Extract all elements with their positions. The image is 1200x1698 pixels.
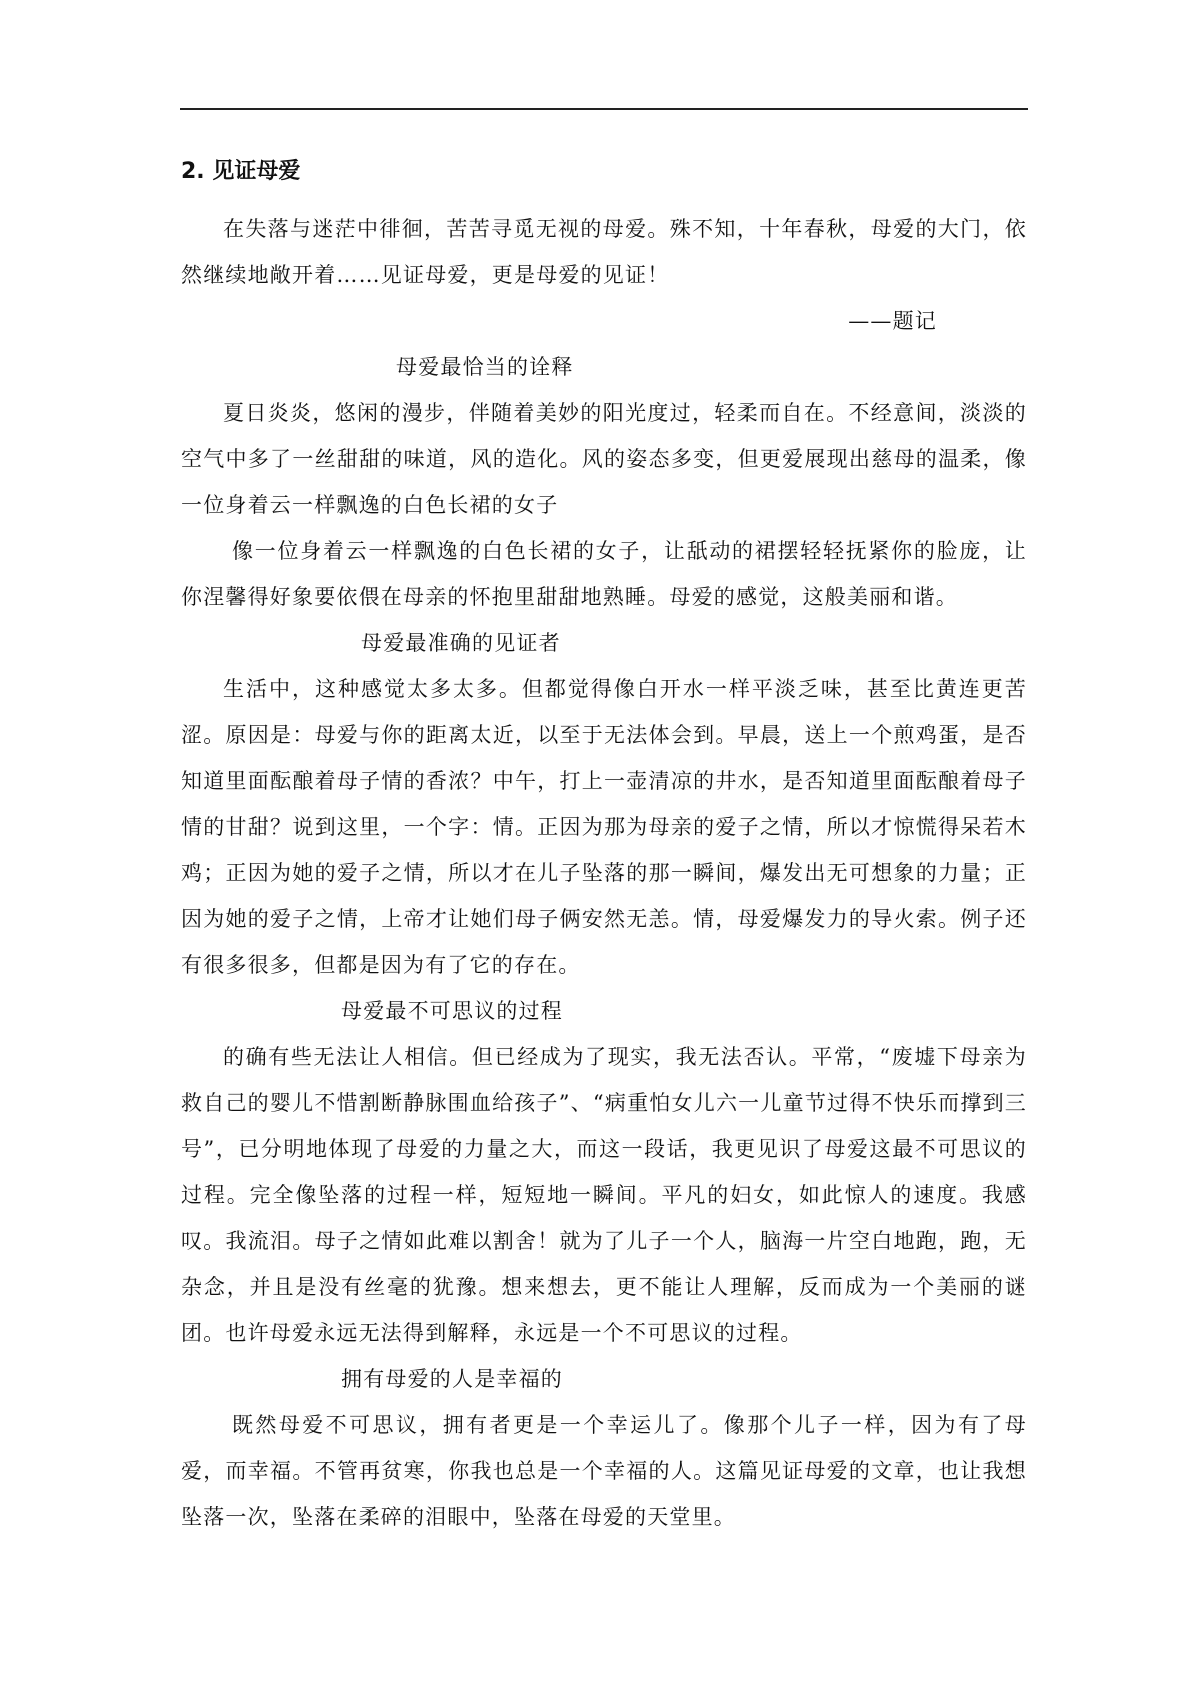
header-rule — [180, 108, 1028, 110]
section-heading-1: 母爱最恰当的诠释 — [396, 355, 574, 379]
signature: ——题记 — [848, 309, 937, 333]
section-1-paragraph-1: 夏日炎炎，悠闲的漫步，伴随着美妙的阳光度过，轻柔而自在。不经意间，淡淡的空气中多了一丝甜甜的味道，风的造化。风的姿态多变，但更爱展现出慈母的温柔，像一位身着云一样飘逸的白色长裙的女子 — [181, 401, 1027, 517]
section-heading-4: 拥有母爱的人是幸福的 — [341, 1367, 563, 1391]
section-1-paragraph-2: 像一位身着云一样飘逸的白色长裙的女子，让舐动的裙摆轻轻抚紧你的脸庞，让你涅馨得好象要依偎在母亲的怀抱里甜甜地熟睡。母爱的感觉，这般美丽和谐。 — [181, 539, 1027, 609]
section-4-paragraph-1: 既然母爱不可思议，拥有者更是一个幸运儿了。像那个儿子一样，因为有了母爱，而幸福。不管再贫寒，你我也总是一个幸福的人。这篇见证母爱的文章，也让我想坠落一次，坠落在柔碎的泪眼中，坠落在母爱的天堂里。 — [181, 1413, 1027, 1529]
section-heading-3: 母爱最不可思议的过程 — [341, 999, 563, 1023]
intro-paragraph: 在失落与迷茫中徘徊，苦苦寻觅无视的母爱。殊不知，十年春秋，母爱的大门，依然继续地敞开着……见证母爱，更是母爱的见证！ — [181, 217, 1027, 287]
document-title: 2. 见证母爱 — [181, 159, 301, 184]
section-3-paragraph-1: 的确有些无法让人相信。但已经成为了现实，我无法否认。平常，“废墟下母亲为救自己的婴儿不惜割断静脉围血给孩子”、“病重怕女儿六一儿童节过得不快乐而撑到三号”，已分明地体现了母爱的力量之大，而这一段话，我更见识了母爱这最不可思议的过程。完全像坠落的过程一样，短短地一瞬间。平凡的妇女，如此惊人的速度。我感叹。我流泪。母子之情如此难以割舍！就为了儿子一个人，脑海一片空白地跑，跑，无杂念，并且是没有丝毫的犹豫。想来想去，更不能让人理解，反而成为一个美丽的谜团。也许母爱永远无法得到解释，永远是一个不可思议的过程。 — [181, 1045, 1027, 1345]
section-2-paragraph-1: 生活中，这种感觉太多太多。但都觉得像白开水一样平淡乏味，甚至比黄连更苦涩。原因是：母爱与你的距离太近，以至于无法体会到。早晨，送上一个煎鸡蛋，是否知道里面酝酿着母子情的香浓？中午，打上一壶清凉的井水，是否知道里面酝酿着母子情的甘甜？说到这里，一个字：情。正因为那为母亲的爱子之情，所以才惊慌得呆若木鸡；正因为她的爱子之情，所以才在儿子坠落的那一瞬间，爆发出无可想象的力量；正因为她的爱子之情，上帝才让她们母子俩安然无恙。情，母爱爆发力的导火索。例子还有很多很多，但都是因为有了它的存在。 — [181, 677, 1027, 977]
section-heading-2: 母爱最准确的见证者 — [361, 631, 561, 655]
document-body — [181, 156, 1027, 1540]
